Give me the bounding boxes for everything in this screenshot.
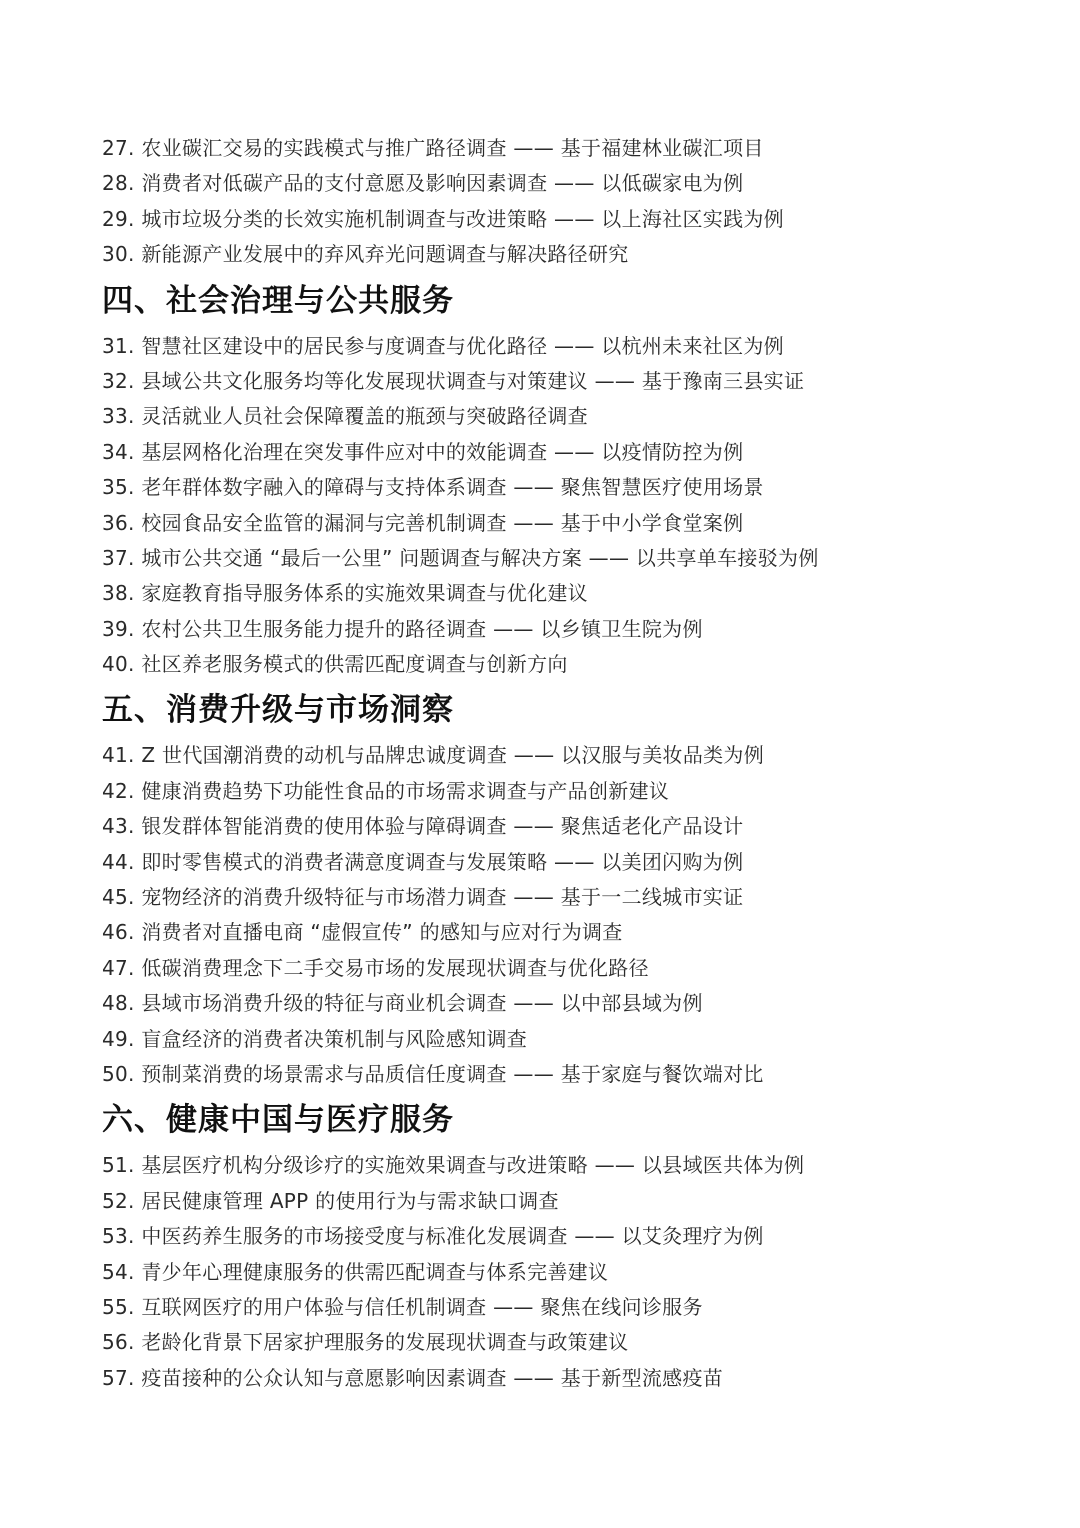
list-item: 31. 智慧社区建设中的居民参与度调查与优化路径 —— 以杭州未来社区为例 [102, 333, 784, 358]
list-item: 35. 老年群体数字融入的障碍与支持体系调查 —— 聚焦智慧医疗使用场景 [102, 475, 764, 500]
list-item: 40. 社区养老服务模式的供需匹配度调查与创新方向 [102, 652, 568, 677]
list-item: 56. 老龄化背景下居家护理服务的发展现状调查与政策建议 [102, 1330, 629, 1355]
section-4 [102, 273, 1042, 683]
list-item: 51. 基层医疗机构分级诊疗的实施效果调查与改进策略 —— 以县域医共体为例 [102, 1153, 805, 1178]
list-item: 47. 低碳消费理念下二手交易市场的发展现状调查与优化路径 [102, 955, 649, 980]
list-item: 48. 县域市场消费升级的特征与商业机会调查 —— 以中部县域为例 [102, 991, 703, 1016]
list-item: 54. 青少年心理健康服务的供需匹配调查与体系完善建议 [102, 1259, 609, 1284]
list-item: 30. 新能源产业发展中的弃风弃光问题调查与解决路径研究 [102, 242, 629, 267]
list-item: 50. 预制菜消费的场景需求与品质信任度调查 —— 基于家庭与餐饮端对比 [102, 1061, 764, 1086]
list-item: 52. 居民健康管理 APP 的使用行为与需求缺口调查 [102, 1188, 559, 1213]
list-item: 53. 中医药养生服务的市场接受度与标准化发展调查 —— 以艾灸理疗为例 [102, 1224, 764, 1249]
list-item: 32. 县域公共文化服务均等化发展现状调查与对策建议 —— 基于豫南三县实证 [102, 368, 805, 393]
list-item: 37. 城市公共交通 “最后一公里” 问题调查与解决方案 —— 以共享单车接驳为例 [102, 545, 819, 570]
list-item: 28. 消费者对低碳产品的支付意愿及影响因素调查 —— 以低碳家电为例 [102, 171, 744, 196]
list-item: 57. 疫苗接种的公众认知与意愿影响因素调查 —— 基于新型流感疫苗 [102, 1365, 724, 1390]
list-item: 43. 银发群体智能消费的使用体验与障碍调查 —— 聚焦适老化产品设计 [102, 814, 744, 839]
section-heading: 五、消费升级与市场洞察 [102, 692, 454, 729]
list-item: 27. 农业碳汇交易的实践模式与推广路径调查 —— 基于福建林业碳汇项目 [102, 136, 764, 160]
list-item: 41. Z 世代国潮消费的动机与品牌忠诚度调查 —— 以汉服与美妆品类为例 [102, 743, 765, 768]
list-item: 55. 互联网医疗的用户体验与信任机制调查 —— 聚焦在线问诊服务 [102, 1294, 703, 1319]
list-item: 38. 家庭教育指导服务体系的实施效果调查与优化建议 [102, 581, 588, 606]
section-5 [102, 682, 1042, 1092]
list-item: 44. 即时零售模式的消费者满意度调查与发展策略 —— 以美团闪购为例 [102, 849, 744, 874]
section-3-list [102, 131, 1042, 273]
section-heading: 六、健康中国与医疗服务 [102, 1102, 454, 1139]
list-item: 34. 基层网格化治理在突发事件应对中的效能调查 —— 以疫情防控为例 [102, 439, 744, 464]
document-page [102, 131, 1042, 1396]
list-item: 33. 灵活就业人员社会保障覆盖的瓶颈与突破路径调查 [102, 404, 588, 429]
section-heading: 四、社会治理与公共服务 [102, 282, 454, 319]
list-item: 39. 农村公共卫生服务能力提升的路径调查 —— 以乡镇卫生院为例 [102, 616, 703, 641]
section-6 [102, 1092, 1042, 1396]
list-item: 29. 城市垃圾分类的长效实施机制调查与改进策略 —— 以上海社区实践为例 [102, 206, 784, 231]
list-item: 42. 健康消费趋势下功能性食品的市场需求调查与产品创新建议 [102, 778, 670, 803]
list-item: 36. 校园食品安全监管的漏洞与完善机制调查 —— 基于中小学食堂案例 [102, 510, 744, 535]
list-item: 49. 盲盒经济的消费者决策机制与风险感知调查 [102, 1026, 528, 1051]
list-item: 46. 消费者对直播电商 “虚假宣传” 的感知与应对行为调查 [102, 920, 623, 945]
list-item: 45. 宠物经济的消费升级特征与市场潜力调查 —— 基于一二线城市实证 [102, 885, 744, 910]
